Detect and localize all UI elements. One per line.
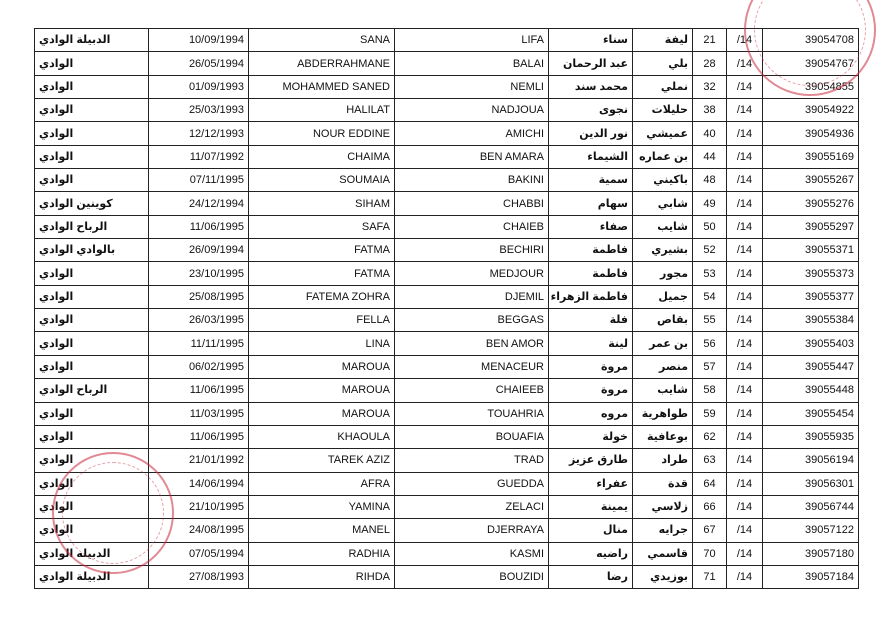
table-row	[35, 75, 859, 98]
first-name-latin-cell: RIHDA	[249, 565, 395, 588]
last-name-arabic-cell: بقاص	[633, 309, 693, 332]
birthplace-cell: كوينين الوادي	[35, 192, 149, 215]
birthplace-cell: الوادي	[35, 309, 149, 332]
birthplace-cell: الوادي	[35, 519, 149, 542]
last-name-latin-cell: BEN AMARA	[395, 145, 549, 168]
student-id-cell: 39057184	[763, 565, 859, 588]
first-name-latin-cell: SANA	[249, 29, 395, 52]
table-row	[35, 355, 859, 378]
first-name-latin-cell: FATMA	[249, 262, 395, 285]
first-name-arabic-cell: فاطمة	[549, 262, 633, 285]
student-id-cell: 39055384	[763, 309, 859, 332]
last-name-arabic-cell: جرايه	[633, 519, 693, 542]
student-id-cell: 39054855	[763, 75, 859, 98]
birth-date-cell: 11/03/1995	[149, 402, 249, 425]
table-row	[35, 285, 859, 308]
number-cell: 56	[693, 332, 727, 355]
birthplace-cell: الوادي	[35, 425, 149, 448]
last-name-latin-cell: BOUAFIA	[395, 425, 549, 448]
code-cell: /14	[727, 145, 763, 168]
birth-date-cell: 11/11/1995	[149, 332, 249, 355]
number-cell: 21	[693, 29, 727, 52]
student-id-cell: 39055373	[763, 262, 859, 285]
last-name-latin-cell: BAKINI	[395, 169, 549, 192]
code-cell: /14	[727, 75, 763, 98]
birthplace-cell: الدبيلة الوادي	[35, 565, 149, 588]
code-cell: /14	[727, 495, 763, 518]
number-cell: 50	[693, 215, 727, 238]
birthplace-cell: الوادي	[35, 122, 149, 145]
student-id-cell: 39054767	[763, 52, 859, 75]
birth-date-cell: 06/02/1995	[149, 355, 249, 378]
birthplace-cell: الوادي	[35, 402, 149, 425]
first-name-arabic-cell: نور الدين	[549, 122, 633, 145]
birth-date-cell: 07/11/1995	[149, 169, 249, 192]
first-name-arabic-cell: لينة	[549, 332, 633, 355]
code-cell: /14	[727, 29, 763, 52]
first-name-arabic-cell: سناء	[549, 29, 633, 52]
student-id-cell: 39055447	[763, 355, 859, 378]
last-name-arabic-cell: بلي	[633, 52, 693, 75]
last-name-arabic-cell: شابي	[633, 192, 693, 215]
last-name-latin-cell: BALAI	[395, 52, 549, 75]
number-cell: 66	[693, 495, 727, 518]
last-name-arabic-cell: بوزيدي	[633, 565, 693, 588]
table-row	[35, 122, 859, 145]
table-row	[35, 192, 859, 215]
roster-body	[35, 29, 859, 589]
table-row	[35, 542, 859, 565]
birth-date-cell: 07/05/1994	[149, 542, 249, 565]
table-row	[35, 239, 859, 262]
birthplace-cell: الوادي	[35, 355, 149, 378]
last-name-latin-cell: NEMLI	[395, 75, 549, 98]
last-name-latin-cell: TOUAHRIA	[395, 402, 549, 425]
number-cell: 67	[693, 519, 727, 542]
last-name-arabic-cell: عميشي	[633, 122, 693, 145]
number-cell: 40	[693, 122, 727, 145]
birth-date-cell: 10/09/1994	[149, 29, 249, 52]
code-cell: /14	[727, 565, 763, 588]
birthplace-cell: الوادي	[35, 262, 149, 285]
last-name-arabic-cell: بشيري	[633, 239, 693, 262]
birth-date-cell: 11/06/1995	[149, 425, 249, 448]
number-cell: 53	[693, 262, 727, 285]
number-cell: 59	[693, 402, 727, 425]
first-name-latin-cell: MAROUA	[249, 402, 395, 425]
birth-date-cell: 26/03/1995	[149, 309, 249, 332]
table-row	[35, 402, 859, 425]
birth-date-cell: 21/01/1992	[149, 449, 249, 472]
first-name-arabic-cell: سهام	[549, 192, 633, 215]
table-row	[35, 262, 859, 285]
number-cell: 54	[693, 285, 727, 308]
table-row	[35, 52, 859, 75]
first-name-latin-cell: KHAOULA	[249, 425, 395, 448]
code-cell: /14	[727, 425, 763, 448]
first-name-latin-cell: NOUR EDDINE	[249, 122, 395, 145]
code-cell: /14	[727, 262, 763, 285]
first-name-arabic-cell: عبد الرحمان	[549, 52, 633, 75]
first-name-latin-cell: MAROUA	[249, 379, 395, 402]
first-name-latin-cell: FELLA	[249, 309, 395, 332]
student-id-cell: 39055935	[763, 425, 859, 448]
student-id-cell: 39054708	[763, 29, 859, 52]
first-name-latin-cell: CHAIMA	[249, 145, 395, 168]
student-id-cell: 39055454	[763, 402, 859, 425]
first-name-latin-cell: YAMINA	[249, 495, 395, 518]
code-cell: /14	[727, 99, 763, 122]
birth-date-cell: 26/09/1994	[149, 239, 249, 262]
last-name-latin-cell: KASMI	[395, 542, 549, 565]
student-id-cell: 39057122	[763, 519, 859, 542]
birthplace-cell: الوادي	[35, 52, 149, 75]
birth-date-cell: 24/08/1995	[149, 519, 249, 542]
last-name-arabic-cell: مجور	[633, 262, 693, 285]
last-name-latin-cell: GUEDDA	[395, 472, 549, 495]
last-name-arabic-cell: شايب	[633, 379, 693, 402]
code-cell: /14	[727, 215, 763, 238]
number-cell: 38	[693, 99, 727, 122]
table-row	[35, 519, 859, 542]
number-cell: 28	[693, 52, 727, 75]
birthplace-cell: الرباح الوادي	[35, 215, 149, 238]
last-name-arabic-cell: حليلات	[633, 99, 693, 122]
birth-date-cell: 11/06/1995	[149, 379, 249, 402]
last-name-arabic-cell: ليفة	[633, 29, 693, 52]
birth-date-cell: 01/09/1993	[149, 75, 249, 98]
first-name-latin-cell: SOUMAIA	[249, 169, 395, 192]
code-cell: /14	[727, 519, 763, 542]
last-name-arabic-cell: شايب	[633, 215, 693, 238]
code-cell: /14	[727, 402, 763, 425]
last-name-latin-cell: CHABBI	[395, 192, 549, 215]
last-name-arabic-cell: قاسمي	[633, 542, 693, 565]
first-name-arabic-cell: مروة	[549, 379, 633, 402]
first-name-latin-cell: ABDERRAHMANE	[249, 52, 395, 75]
last-name-arabic-cell: باكيني	[633, 169, 693, 192]
table-row	[35, 425, 859, 448]
number-cell: 71	[693, 565, 727, 588]
table-row	[35, 472, 859, 495]
birth-date-cell: 21/10/1995	[149, 495, 249, 518]
birthplace-cell: الوادي	[35, 145, 149, 168]
first-name-latin-cell: FATMA	[249, 239, 395, 262]
student-id-cell: 39057180	[763, 542, 859, 565]
last-name-latin-cell: BECHIRI	[395, 239, 549, 262]
student-id-cell: 39055371	[763, 239, 859, 262]
number-cell: 63	[693, 449, 727, 472]
birth-date-cell: 11/07/1992	[149, 145, 249, 168]
last-name-latin-cell: NADJOUA	[395, 99, 549, 122]
last-name-latin-cell: MEDJOUR	[395, 262, 549, 285]
code-cell: /14	[727, 239, 763, 262]
first-name-arabic-cell: عفراء	[549, 472, 633, 495]
first-name-arabic-cell: رضا	[549, 565, 633, 588]
first-name-arabic-cell: خولة	[549, 425, 633, 448]
student-roster-table	[34, 28, 859, 589]
student-id-cell: 39054922	[763, 99, 859, 122]
first-name-arabic-cell: نجوى	[549, 99, 633, 122]
birth-date-cell: 25/08/1995	[149, 285, 249, 308]
code-cell: /14	[727, 355, 763, 378]
first-name-latin-cell: AFRA	[249, 472, 395, 495]
birthplace-cell: الدبيله الوادي	[35, 542, 149, 565]
last-name-latin-cell: ZELACI	[395, 495, 549, 518]
first-name-arabic-cell: فلة	[549, 309, 633, 332]
first-name-arabic-cell: الشيماء	[549, 145, 633, 168]
first-name-arabic-cell: يمينة	[549, 495, 633, 518]
last-name-latin-cell: AMICHI	[395, 122, 549, 145]
number-cell: 62	[693, 425, 727, 448]
number-cell: 49	[693, 192, 727, 215]
table-row	[35, 29, 859, 52]
birthplace-cell: الوادي	[35, 99, 149, 122]
birth-date-cell: 25/03/1993	[149, 99, 249, 122]
last-name-latin-cell: TRAD	[395, 449, 549, 472]
birthplace-cell: الرباح الوادي	[35, 379, 149, 402]
table-row	[35, 309, 859, 332]
birth-date-cell: 14/06/1994	[149, 472, 249, 495]
first-name-arabic-cell: راضيه	[549, 542, 633, 565]
code-cell: /14	[727, 169, 763, 192]
last-name-arabic-cell: طواهرية	[633, 402, 693, 425]
birthplace-cell: الوادي	[35, 495, 149, 518]
birth-date-cell: 11/06/1995	[149, 215, 249, 238]
student-id-cell: 39054936	[763, 122, 859, 145]
code-cell: /14	[727, 542, 763, 565]
first-name-latin-cell: MANEL	[249, 519, 395, 542]
birthplace-cell: الوادي	[35, 75, 149, 98]
birthplace-cell: الوادي	[35, 472, 149, 495]
number-cell: 57	[693, 355, 727, 378]
birthplace-cell: الوادي	[35, 285, 149, 308]
birth-date-cell: 12/12/1993	[149, 122, 249, 145]
first-name-latin-cell: MOHAMMED SANED	[249, 75, 395, 98]
first-name-latin-cell: LINA	[249, 332, 395, 355]
last-name-latin-cell: DJERRAYA	[395, 519, 549, 542]
first-name-arabic-cell: مروة	[549, 355, 633, 378]
table-row	[35, 379, 859, 402]
first-name-latin-cell: FATEMA ZOHRA	[249, 285, 395, 308]
number-cell: 32	[693, 75, 727, 98]
table-row	[35, 332, 859, 355]
last-name-arabic-cell: طراد	[633, 449, 693, 472]
last-name-latin-cell: MENACEUR	[395, 355, 549, 378]
student-id-cell: 39056194	[763, 449, 859, 472]
first-name-arabic-cell: فاطمة الزهراء	[549, 285, 633, 308]
first-name-arabic-cell: محمد سند	[549, 75, 633, 98]
number-cell: 44	[693, 145, 727, 168]
code-cell: /14	[727, 379, 763, 402]
code-cell: /14	[727, 309, 763, 332]
birthplace-cell: بالوادي الوادي	[35, 239, 149, 262]
last-name-latin-cell: BOUZIDI	[395, 565, 549, 588]
first-name-latin-cell: MAROUA	[249, 355, 395, 378]
first-name-arabic-cell: فاطمة	[549, 239, 633, 262]
birth-date-cell: 27/08/1993	[149, 565, 249, 588]
student-id-cell: 39055169	[763, 145, 859, 168]
code-cell: /14	[727, 122, 763, 145]
code-cell: /14	[727, 52, 763, 75]
first-name-arabic-cell: طارق عزيز	[549, 449, 633, 472]
first-name-arabic-cell: سمية	[549, 169, 633, 192]
first-name-latin-cell: RADHIA	[249, 542, 395, 565]
first-name-latin-cell: SIHAM	[249, 192, 395, 215]
first-name-arabic-cell: منال	[549, 519, 633, 542]
last-name-latin-cell: BEGGAS	[395, 309, 549, 332]
birthplace-cell: الوادي	[35, 449, 149, 472]
birth-date-cell: 26/05/1994	[149, 52, 249, 75]
birth-date-cell: 24/12/1994	[149, 192, 249, 215]
student-id-cell: 39056744	[763, 495, 859, 518]
last-name-arabic-cell: قدة	[633, 472, 693, 495]
table-row	[35, 99, 859, 122]
number-cell: 48	[693, 169, 727, 192]
birthplace-cell: الوادي	[35, 169, 149, 192]
table-row	[35, 495, 859, 518]
last-name-arabic-cell: بن عمر	[633, 332, 693, 355]
birthplace-cell: الدبيلة الوادي	[35, 29, 149, 52]
table-row	[35, 145, 859, 168]
table-row	[35, 449, 859, 472]
last-name-arabic-cell: نملي	[633, 75, 693, 98]
code-cell: /14	[727, 449, 763, 472]
student-id-cell: 39056301	[763, 472, 859, 495]
birth-date-cell: 23/10/1995	[149, 262, 249, 285]
last-name-arabic-cell: منصر	[633, 355, 693, 378]
last-name-latin-cell: BEN AMOR	[395, 332, 549, 355]
last-name-latin-cell: LIFA	[395, 29, 549, 52]
student-id-cell: 39055276	[763, 192, 859, 215]
last-name-arabic-cell: بوعافية	[633, 425, 693, 448]
number-cell: 55	[693, 309, 727, 332]
last-name-arabic-cell: بن عماره	[633, 145, 693, 168]
student-id-cell: 39055448	[763, 379, 859, 402]
number-cell: 58	[693, 379, 727, 402]
table-row	[35, 169, 859, 192]
birthplace-cell: الوادي	[35, 332, 149, 355]
student-id-cell: 39055377	[763, 285, 859, 308]
code-cell: /14	[727, 192, 763, 215]
first-name-arabic-cell: مروه	[549, 402, 633, 425]
student-id-cell: 39055267	[763, 169, 859, 192]
last-name-latin-cell: CHAIEB	[395, 215, 549, 238]
code-cell: /14	[727, 285, 763, 308]
first-name-latin-cell: SAFA	[249, 215, 395, 238]
last-name-latin-cell: CHAIEEB	[395, 379, 549, 402]
number-cell: 64	[693, 472, 727, 495]
number-cell: 70	[693, 542, 727, 565]
first-name-latin-cell: HALILAT	[249, 99, 395, 122]
last-name-arabic-cell: جميل	[633, 285, 693, 308]
first-name-latin-cell: TAREK AZIZ	[249, 449, 395, 472]
table-row	[35, 215, 859, 238]
last-name-arabic-cell: زلاسي	[633, 495, 693, 518]
student-id-cell: 39055297	[763, 215, 859, 238]
last-name-latin-cell: DJEMIL	[395, 285, 549, 308]
number-cell: 52	[693, 239, 727, 262]
code-cell: /14	[727, 332, 763, 355]
table-row	[35, 565, 859, 588]
code-cell: /14	[727, 472, 763, 495]
first-name-arabic-cell: صفاء	[549, 215, 633, 238]
student-id-cell: 39055403	[763, 332, 859, 355]
